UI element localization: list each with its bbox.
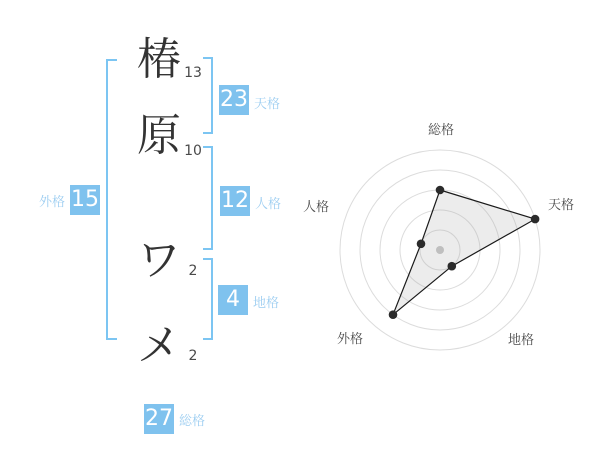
radar-chart-svg bbox=[330, 140, 550, 360]
gaikaku-score-label: 外格 bbox=[39, 195, 66, 210]
soukaku-score-label: 総格 bbox=[179, 414, 206, 429]
jinkaku-bracket bbox=[203, 146, 213, 250]
radar-data-point bbox=[531, 215, 540, 224]
soukaku-score-badge: 27 bbox=[144, 404, 174, 434]
radar-axis-soukaku: 総格 bbox=[427, 123, 454, 138]
gaikaku-score-badge: 15 bbox=[70, 185, 100, 215]
stroke-count-1: 13 bbox=[184, 65, 202, 81]
jinkaku-score-badge: 12 bbox=[220, 186, 250, 216]
gaikaku-bracket bbox=[106, 59, 117, 340]
tenkaku-score-badge: 23 bbox=[219, 85, 249, 115]
radar-axis-chikaku: 地格 bbox=[508, 333, 535, 348]
radar-data-point bbox=[389, 310, 398, 319]
chikaku-bracket bbox=[203, 258, 213, 340]
name-char-4: メ bbox=[137, 320, 181, 371]
radar-chart bbox=[330, 140, 550, 360]
radar-data-polygon bbox=[393, 190, 535, 315]
name-char-2: 原 bbox=[137, 110, 181, 161]
chikaku-score-label: 地格 bbox=[253, 296, 280, 311]
stroke-count-4: 2 bbox=[188, 348, 198, 364]
radar-data-point bbox=[417, 240, 426, 249]
stroke-count-3: 2 bbox=[188, 263, 198, 279]
tenkaku-score-label: 天格 bbox=[254, 97, 281, 112]
name-char-1: 椿 bbox=[137, 34, 181, 85]
radar-axis-jinkaku: 人格 bbox=[303, 200, 330, 215]
radar-axis-tenkaku: 天格 bbox=[548, 198, 575, 213]
tenkaku-bracket bbox=[203, 57, 213, 134]
name-char-3: ワ bbox=[137, 235, 181, 286]
jinkaku-score-label: 人格 bbox=[255, 197, 282, 212]
radar-axis-gaikaku: 外格 bbox=[337, 332, 364, 347]
chikaku-score-badge: 4 bbox=[218, 285, 248, 315]
radar-data-point bbox=[448, 262, 457, 271]
radar-data-point bbox=[436, 186, 445, 195]
stroke-count-2: 10 bbox=[184, 143, 202, 159]
